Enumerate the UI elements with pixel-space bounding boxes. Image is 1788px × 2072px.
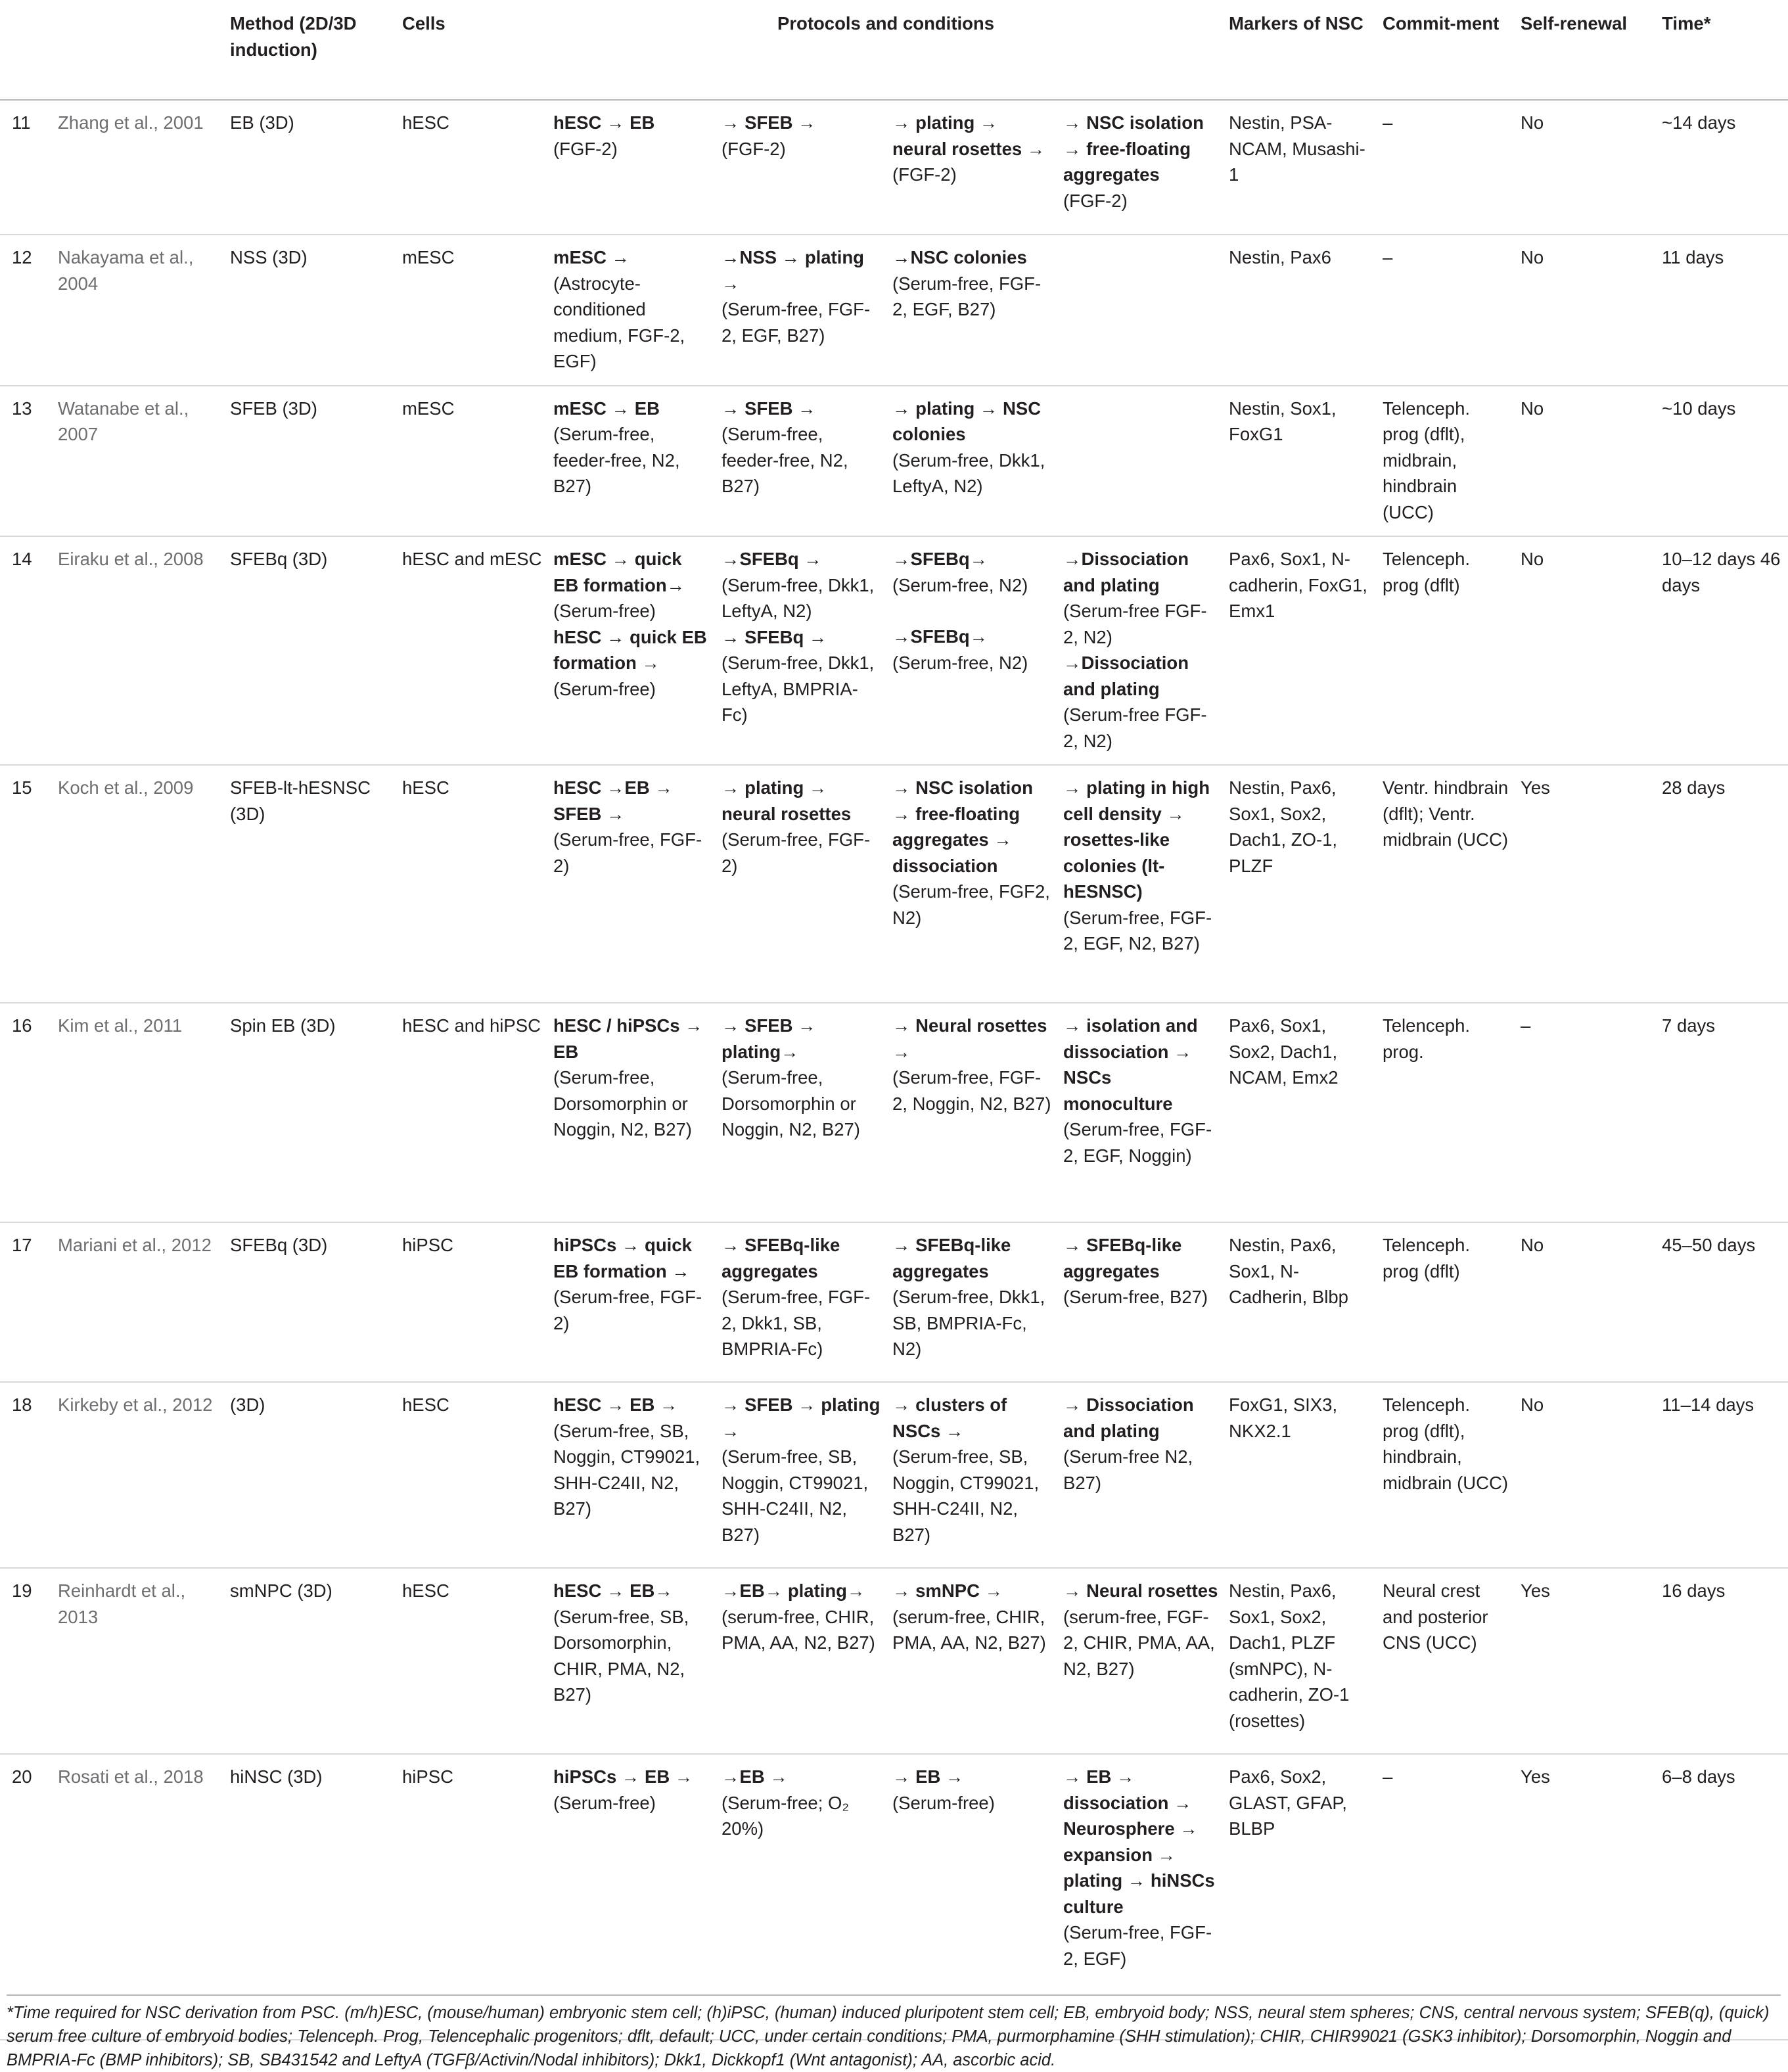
commitment-cell: Ventr. hindbrain (dflt); Ventr. midbrain (UCC) — [1383, 777, 1509, 850]
time-cell: 28 days — [1662, 777, 1726, 798]
reference-cell: Koch et al., 2009 — [58, 777, 194, 798]
step-action: → Dissociation and plating — [1063, 1394, 1194, 1441]
protocol-step-2 — [716, 100, 887, 235]
cells-cell: hESC — [402, 777, 449, 798]
protocol-step-3 — [887, 536, 1058, 765]
step-action: → smNPC → — [892, 1580, 1003, 1601]
step-action: →NSC colonies — [892, 247, 1027, 267]
step-action: hESC → quick EB formation → — [553, 626, 707, 673]
step-action: hiPSCs → quick EB formation → — [553, 1235, 692, 1281]
protocol-step-3 — [887, 235, 1058, 386]
step-action: → SFEBq-like aggregates — [892, 1235, 1011, 1281]
time-cell: 16 days — [1662, 1580, 1726, 1601]
protocol-step-2 — [716, 1382, 887, 1568]
self-renewal-cell: No — [1521, 1394, 1544, 1415]
table-body — [0, 100, 1788, 2040]
step-conditions: (Serum-free, Dkk1, LeftyA, N2) — [892, 449, 1045, 496]
step-action: → plating → neural rosettes — [722, 777, 852, 824]
cells-cell: hiPSC — [402, 1235, 453, 1255]
self-renewal-cell: No — [1521, 1235, 1544, 1255]
step-action: mESC → quick EB formation→ — [553, 549, 685, 595]
time-cell: 7 days — [1662, 1015, 1716, 1036]
step-action: hESC → EB→ — [553, 1580, 673, 1601]
commitment-cell: Telenceph. prog (dflt), midbrain, hindbrain (UCC) — [1383, 398, 1471, 522]
protocol-step-1 — [548, 1003, 716, 1222]
step-conditions: (Serum-free) — [892, 1792, 995, 1813]
header-ref — [53, 0, 225, 100]
markers-cell: Nestin, Sox1, FoxG1 — [1229, 398, 1337, 444]
row-number: 18 — [12, 1394, 32, 1415]
markers-cell: Pax6, Sox2, GLAST, GFAP, BLBP — [1229, 1766, 1347, 1839]
reference-cell: Mariani et al., 2012 — [58, 1235, 212, 1255]
step-conditions: (Serum-free, FGF-2, EGF, Noggin) — [1063, 1119, 1212, 1166]
method-cell: Spin EB (3D) — [230, 1015, 336, 1036]
step-conditions: (Serum-free, SB, Noggin, CT99021, SHH-C24II, N2, B27) — [892, 1446, 1040, 1545]
method-cell: EB (3D) — [230, 112, 294, 133]
protocol-step-1 — [548, 1568, 716, 1754]
step-conditions: (Serum-free, FGF-2, EGF) — [1063, 1922, 1212, 1969]
markers-cell: Nestin, Pax6, Sox1, Sox2, Dach1, ZO-1, PLZF — [1229, 777, 1338, 876]
header-method: Method (2D/3D induction) — [230, 13, 357, 60]
method-cell: NSS (3D) — [230, 247, 308, 267]
step-conditions: (serum-free, FGF-2, CHIR, PMA, AA, N2, B27) — [1063, 1606, 1215, 1679]
table-row — [0, 1003, 1788, 1222]
step-conditions: (Serum-free, FGF-2, EGF, B27) — [722, 299, 871, 346]
step-conditions: (FGF-2) — [892, 164, 957, 185]
step-action: hiPSCs → EB → — [553, 1766, 693, 1787]
self-renewal-cell: Yes — [1521, 777, 1550, 798]
step-action: →EB → — [722, 1766, 788, 1787]
protocol-step-3 — [887, 100, 1058, 235]
step-action: → plating → NSC colonies — [892, 398, 1042, 444]
cells-cell: hESC — [402, 112, 449, 133]
protocol-step-4 — [1058, 100, 1224, 235]
protocol-step-4 — [1058, 1222, 1224, 1382]
markers-cell: Pax6, Sox1, Sox2, Dach1, NCAM, Emx2 — [1229, 1015, 1339, 1088]
step-action: → Neural rosettes → — [892, 1015, 1047, 1062]
protocol-step-3 — [887, 765, 1058, 1003]
step-action: →SFEBq→ — [892, 626, 988, 647]
commitment-cell: Telenceph. prog (dflt) — [1383, 549, 1471, 595]
protocol-step-2 — [716, 386, 887, 537]
row-number: 20 — [12, 1766, 32, 1787]
protocol-step-4 — [1058, 1003, 1224, 1222]
step-action: → clusters of NSCs → — [892, 1394, 1007, 1441]
step-conditions: (FGF-2) — [553, 138, 618, 159]
table-row — [0, 536, 1788, 765]
header-commitment: Commit-ment — [1383, 13, 1500, 34]
row-number: 19 — [12, 1580, 32, 1601]
table-row — [0, 235, 1788, 386]
reference-cell: Zhang et al., 2001 — [58, 112, 204, 133]
header-time: Time* — [1662, 13, 1711, 34]
self-renewal-cell: No — [1521, 549, 1544, 569]
step-action: → SFEB → — [722, 398, 816, 419]
protocol-step-2 — [716, 1222, 887, 1382]
header-cells: Cells — [402, 13, 446, 34]
step-conditions: (Serum-free FGF-2, N2) — [1063, 704, 1207, 751]
step-conditions: (Serum-free, feeder-free, N2, B27) — [722, 424, 848, 496]
step-conditions: (Serum-free, SB, Noggin, CT99021, SHH-C24II, N2, B27) — [553, 1420, 700, 1519]
step-conditions: (Serum-free, FGF-2) — [722, 829, 871, 876]
protocol-step-4 — [1058, 235, 1224, 386]
step-action: mESC → — [553, 247, 630, 267]
step-conditions: (Serum-free, Dorsomorphin or Noggin, N2, B27) — [553, 1067, 692, 1140]
method-cell: SFEB-lt-hESNSC (3D) — [230, 777, 371, 824]
time-cell: ~14 days — [1662, 112, 1736, 133]
reference-cell: Kim et al., 2011 — [58, 1015, 183, 1036]
header-self-renewal: Self-renewal — [1521, 13, 1628, 34]
cells-cell: mESC — [402, 247, 455, 267]
protocol-step-2 — [716, 765, 887, 1003]
cells-cell: hESC — [402, 1394, 449, 1415]
self-renewal-cell: – — [1521, 1015, 1531, 1036]
protocol-step-1 — [548, 1222, 716, 1382]
protocol-step-3 — [887, 1003, 1058, 1222]
step-action: mESC → EB — [553, 398, 660, 419]
row-number: 16 — [12, 1015, 32, 1036]
step-action: → SFEBq-like aggregates — [722, 1235, 840, 1281]
step-action: →SFEBq→ — [892, 549, 988, 569]
commitment-cell: Telenceph. prog. — [1383, 1015, 1471, 1062]
table-row — [0, 1222, 1788, 1382]
step-conditions: (Serum-free, FGF2, N2) — [892, 881, 1050, 928]
method-cell: (3D) — [230, 1394, 265, 1415]
cells-cell: hESC — [402, 1580, 449, 1601]
step-action: → plating in high cell density → rosettes-like colonies (lt-hESNSC) — [1063, 777, 1210, 902]
step-action: → SFEB → plating → — [722, 1394, 881, 1441]
step-conditions: (FGF-2) — [722, 138, 786, 159]
row-number: 17 — [12, 1235, 32, 1255]
step-conditions: (Serum-free, SB, Dorsomorphin, CHIR, PMA, N2, B27) — [553, 1606, 689, 1705]
step-action: → EB → dissociation → Neurosphere → expansion → plating → hiNSCs culture — [1063, 1766, 1215, 1917]
step-action: hESC →EB → SFEB → — [553, 777, 673, 824]
cells-cell: hiPSC — [402, 1766, 453, 1787]
cells-cell: hESC and hiPSC — [402, 1015, 541, 1036]
step-action: → SFEBq → — [722, 626, 827, 647]
row-number: 12 — [12, 247, 32, 267]
markers-cell: Nestin, Pax6 — [1229, 247, 1331, 267]
step-conditions: (Serum-free, Dorsomorphin or Noggin, N2, B27) — [722, 1067, 860, 1140]
protocol-step-4 — [1058, 386, 1224, 537]
step-conditions: (Serum-free) — [553, 678, 656, 699]
protocol-step-2 — [716, 1003, 887, 1222]
row-number: 13 — [12, 398, 32, 419]
reference-cell: Nakayama et al., 2004 — [58, 247, 194, 294]
step-conditions: (Serum-free N2, B27) — [1063, 1446, 1193, 1493]
self-renewal-cell: No — [1521, 398, 1544, 419]
step-conditions: (Serum-free) — [553, 1792, 656, 1813]
header-num — [0, 0, 53, 100]
step-action: hESC / hiPSCs → EB — [553, 1015, 703, 1062]
table-row — [0, 100, 1788, 235]
protocol-step-1 — [548, 765, 716, 1003]
reference-cell: Kirkeby et al., 2012 — [58, 1394, 213, 1415]
protocol-step-3 — [887, 1222, 1058, 1382]
commitment-cell: Telenceph. prog (dflt), hindbrain, midbrain (UCC) — [1383, 1394, 1509, 1493]
step-action: → EB → — [892, 1766, 964, 1787]
step-conditions: (Serum-free, FGF-2, EGF, N2, B27) — [1063, 907, 1212, 954]
step-action: → plating → neural rosettes → — [892, 112, 1045, 159]
step-action: →EB→ plating→ — [722, 1580, 865, 1601]
table-footnote: *Time required for NSC derivation from PSC. (m/h)ESC, (mouse/human) embryonic stem cell; (h)iPSC, (human) induced pluripotent stem cell; EB, embryoid body; NSS, neural stem spheres; CNS, central nervous system; SFEB(q), (quick) serum free culture of embryoid bodies; Telenceph. Prog, Telencephalic progenitors; dflt, default; UCC, under certain conditions; PMA, purmorphamine (SHH stimulation); CHIR, CHIR99021 (GSK3 inhibitor); Dorsomorphin, Noggin and BMPRIA-Fc (BMP inhibitors); SB, SB431542 and LeftyA (TGFβ/Activin/Nodal inhibitors); Dkk1, Dickkopf1 (Wnt antagonist); AA, ascorbic acid. — [7, 1994, 1781, 2072]
step-conditions: (Serum-free, SB, Noggin, CT99021, SHH-C24II, N2, B27) — [722, 1446, 869, 1545]
method-cell: SFEB (3D) — [230, 398, 317, 419]
protocol-step-1 — [548, 536, 716, 765]
step-conditions: (FGF-2) — [1063, 190, 1128, 211]
table-row — [0, 1568, 1788, 1754]
protocol-step-3 — [887, 1568, 1058, 1754]
markers-cell: Nestin, Pax6, Sox1, Sox2, Dach1, PLZF (smNPC), N-cadherin, ZO-1 (rosettes) — [1229, 1580, 1350, 1731]
self-renewal-cell: Yes — [1521, 1766, 1550, 1787]
reference-cell: Reinhardt et al., 2013 — [58, 1580, 186, 1627]
cells-cell: mESC — [402, 398, 455, 419]
table-row — [0, 386, 1788, 537]
step-action: → NSC isolation → free-floating aggregates → dissociation — [892, 777, 1033, 876]
reference-cell: Watanabe et al., 2007 — [58, 398, 189, 444]
table-row — [0, 1382, 1788, 1568]
step-conditions: (Serum-free, Dkk1, LeftyA, BMPRIA-Fc) — [722, 653, 875, 725]
step-action: hESC → EB → — [553, 1394, 678, 1415]
protocol-step-1 — [548, 386, 716, 537]
self-renewal-cell: No — [1521, 247, 1544, 267]
method-cell: SFEBq (3D) — [230, 1235, 328, 1255]
protocol-step-2 — [716, 536, 887, 765]
table-row — [0, 765, 1788, 1003]
step-action: →Dissociation and plating — [1063, 653, 1189, 699]
header-protocols: Protocols and conditions — [777, 13, 995, 34]
step-conditions: (Serum-free, FGF-2, Dkk1, SB, BMPRIA-Fc) — [722, 1287, 871, 1359]
time-cell: 11–14 days — [1662, 1394, 1754, 1415]
method-cell: smNPC (3D) — [230, 1580, 332, 1601]
step-conditions: (Serum-free, feeder-free, N2, B27) — [553, 424, 680, 496]
time-cell: 6–8 days — [1662, 1766, 1735, 1787]
step-action: →NSS → plating → — [722, 247, 864, 294]
step-conditions: (Serum-free, Dkk1, SB, BMPRIA-Fc, N2) — [892, 1287, 1045, 1359]
step-action: → SFEBq-like aggregates — [1063, 1235, 1182, 1281]
step-spacer — [892, 598, 1053, 624]
row-number: 11 — [12, 112, 31, 133]
commitment-cell: – — [1383, 112, 1393, 133]
method-cell: SFEBq (3D) — [230, 549, 328, 569]
step-conditions: (Serum-free, FGF-2) — [553, 1287, 702, 1333]
step-action: → SFEB → — [722, 112, 816, 133]
markers-cell: FoxG1, SIX3, NKX2.1 — [1229, 1394, 1338, 1441]
row-number: 14 — [12, 549, 32, 569]
step-conditions: (Serum-free, Dkk1, LeftyA, N2) — [722, 574, 875, 621]
step-conditions: (Astrocyte-conditioned medium, FGF-2, EGF) — [553, 273, 685, 371]
protocol-step-2 — [716, 1568, 887, 1754]
protocol-step-1 — [548, 1382, 716, 1568]
cells-cell: hESC and mESC — [402, 549, 542, 569]
step-conditions: (Serum-free, FGF-2) — [553, 829, 702, 876]
commitment-cell: – — [1383, 1766, 1393, 1787]
step-conditions: (Serum-free, N2) — [892, 574, 1028, 595]
protocol-step-3 — [887, 386, 1058, 537]
step-conditions: (Serum-free, FGF-2, Noggin, N2, B27) — [892, 1067, 1051, 1114]
reference-cell: Eiraku et al., 2008 — [58, 549, 204, 569]
time-cell: 45–50 days — [1662, 1235, 1756, 1255]
header-markers: Markers of NSC — [1229, 13, 1364, 34]
step-action: →Dissociation and plating — [1063, 549, 1189, 595]
markers-cell: Nestin, PSA-NCAM, Musashi-1 — [1229, 112, 1365, 185]
protocol-step-3 — [887, 1382, 1058, 1568]
protocol-step-4 — [1058, 1382, 1224, 1568]
time-cell: 11 days — [1662, 247, 1724, 267]
self-renewal-cell: Yes — [1521, 1580, 1550, 1601]
protocol-step-1 — [548, 100, 716, 235]
markers-cell: Nestin, Pax6, Sox1, N-Cadherin, Blbp — [1229, 1235, 1348, 1307]
time-cell: 10–12 days 46 days — [1662, 549, 1781, 595]
step-conditions: (serum-free, CHIR, PMA, AA, N2, B27) — [722, 1606, 875, 1653]
commitment-cell: Neural crest and posterior CNS (UCC) — [1383, 1580, 1488, 1653]
step-action: → Neural rosettes — [1063, 1580, 1218, 1601]
step-action: → isolation and dissociation → NSCs monoculture — [1063, 1015, 1198, 1114]
protocol-step-1 — [548, 235, 716, 386]
step-conditions: (serum-free, CHIR, PMA, AA, N2, B27) — [892, 1606, 1046, 1653]
protocol-step-4 — [1058, 765, 1224, 1003]
markers-cell: Pax6, Sox1, N-cadherin, FoxG1, Emx1 — [1229, 549, 1367, 621]
step-action: hESC → EB — [553, 112, 655, 133]
self-renewal-cell: No — [1521, 112, 1544, 133]
protocol-step-4 — [1058, 536, 1224, 765]
step-conditions: (Serum-free, B27) — [1063, 1287, 1208, 1307]
commitment-cell: – — [1383, 247, 1393, 267]
step-conditions: (Serum-free, FGF-2, EGF, B27) — [892, 273, 1042, 319]
protocol-step-4 — [1058, 1568, 1224, 1754]
step-conditions: (Serum-free; O₂ 20%) — [722, 1792, 850, 1839]
method-cell: hiNSC (3D) — [230, 1766, 323, 1787]
step-conditions: (Serum-free, N2) — [892, 652, 1028, 673]
commitment-cell: Telenceph. prog (dflt) — [1383, 1235, 1471, 1281]
row-number: 15 — [12, 777, 32, 798]
step-action: →SFEBq → — [722, 549, 822, 569]
step-action: → NSC isolation → free-floating aggregates — [1063, 112, 1204, 185]
header-row — [0, 0, 1788, 100]
step-action: → SFEB → plating→ — [722, 1015, 816, 1062]
protocol-step-2 — [716, 235, 887, 386]
time-cell: ~10 days — [1662, 398, 1736, 419]
step-conditions: (Serum-free) — [553, 601, 656, 621]
reference-cell: Rosati et al., 2018 — [58, 1766, 204, 1787]
step-conditions: (Serum-free FGF-2, N2) — [1063, 601, 1207, 647]
